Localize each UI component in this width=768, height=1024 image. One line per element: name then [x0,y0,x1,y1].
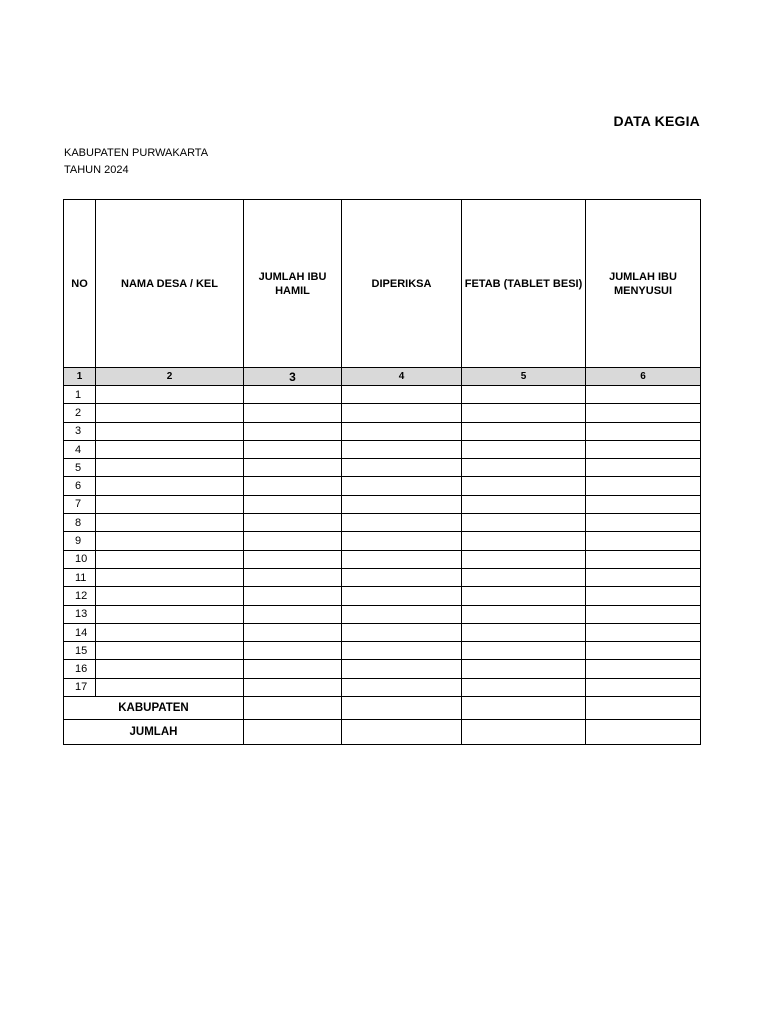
row-number: 9 [64,532,96,550]
table-row [64,605,701,623]
table-cell[interactable] [244,440,342,458]
row-number: 16 [64,660,96,678]
data-table [63,199,701,745]
district-label: KABUPATEN PURWAKARTA [64,147,209,159]
column-number: 3 [244,368,342,386]
table-cell[interactable] [462,477,586,495]
table-cell[interactable] [244,550,342,568]
table-row [64,532,701,550]
year-label: TAHUN 2024 [64,164,129,176]
table-cell[interactable] [244,495,342,513]
table-cell[interactable] [96,605,244,623]
row-number: 5 [64,459,96,477]
table-cell[interactable] [586,495,701,513]
table-cell[interactable] [342,477,462,495]
column-number: 6 [586,368,701,386]
table-cell [462,720,586,745]
table-cell[interactable] [96,477,244,495]
row-number: 3 [64,422,96,440]
column-header-no: NO [64,200,96,368]
column-header-fetab: FETAB (TABLET BESI) [462,200,586,368]
table-row [64,386,701,404]
table-cell[interactable] [342,459,462,477]
row-number: 8 [64,514,96,532]
table-cell [342,720,462,745]
table-row [64,550,701,568]
table-cell[interactable] [342,532,462,550]
table-cell[interactable] [96,440,244,458]
table-row [64,660,701,678]
table-cell[interactable] [244,587,342,605]
table-cell[interactable] [586,623,701,641]
table-cell[interactable] [96,642,244,660]
table-cell[interactable] [244,568,342,586]
table-row [64,459,701,477]
jumlah-row [64,720,701,745]
table-cell[interactable] [586,605,701,623]
row-number: 1 [64,386,96,404]
table-cell[interactable] [342,568,462,586]
table-cell[interactable] [586,587,701,605]
table-cell[interactable] [462,660,586,678]
column-number: 2 [96,368,244,386]
table-cell[interactable] [96,459,244,477]
column-header-jumlah-ibu-hamil: JUMLAH IBU HAMIL [244,200,342,368]
table-cell[interactable] [244,386,342,404]
table-row [64,642,701,660]
table-row [64,477,701,495]
row-number: 10 [64,550,96,568]
row-number: 4 [64,440,96,458]
table-cell[interactable] [586,386,701,404]
table-row [64,587,701,605]
table-cell [586,697,701,720]
table-row [64,422,701,440]
table-cell[interactable] [586,568,701,586]
column-number: 1 [64,368,96,386]
table-cell[interactable] [586,660,701,678]
table-cell[interactable] [586,550,701,568]
table-cell[interactable] [342,623,462,641]
table-cell[interactable] [462,495,586,513]
row-number: 13 [64,605,96,623]
jumlah-label: JUMLAH [64,720,244,745]
table-cell[interactable] [586,459,701,477]
table-cell[interactable] [244,642,342,660]
table-cell[interactable] [244,422,342,440]
column-header-diperiksa: DIPERIKSA [342,200,462,368]
table-cell[interactable] [342,550,462,568]
table-cell[interactable] [96,623,244,641]
row-number: 14 [64,623,96,641]
table-cell[interactable] [244,605,342,623]
table-cell[interactable] [342,422,462,440]
row-number: 6 [64,477,96,495]
table-cell[interactable] [462,514,586,532]
table-cell[interactable] [96,660,244,678]
table-cell[interactable] [586,422,701,440]
table-cell[interactable] [462,386,586,404]
table-cell[interactable] [96,587,244,605]
table-cell[interactable] [586,514,701,532]
table-cell[interactable] [342,386,462,404]
row-number: 7 [64,495,96,513]
table-cell[interactable] [462,642,586,660]
table-cell[interactable] [96,678,244,696]
table-cell [462,697,586,720]
table-cell[interactable] [96,568,244,586]
table-cell[interactable] [244,660,342,678]
table-cell[interactable] [462,550,586,568]
table-row [64,514,701,532]
table-cell[interactable] [342,587,462,605]
table-cell[interactable] [342,514,462,532]
table-row [64,440,701,458]
table-cell[interactable] [342,605,462,623]
table-cell[interactable] [462,587,586,605]
table-cell[interactable] [462,605,586,623]
column-number: 4 [342,368,462,386]
kabupaten-row [64,697,701,720]
table-cell[interactable] [462,623,586,641]
table-row [64,623,701,641]
table-cell[interactable] [244,678,342,696]
table-cell[interactable] [586,440,701,458]
table-cell[interactable] [96,386,244,404]
row-number: 15 [64,642,96,660]
table-cell[interactable] [342,495,462,513]
table-cell[interactable] [342,440,462,458]
table-row [64,404,701,422]
table-cell[interactable] [462,678,586,696]
table-cell[interactable] [586,678,701,696]
table-cell[interactable] [342,642,462,660]
table-cell[interactable] [244,404,342,422]
row-number: 17 [64,678,96,696]
row-number: 12 [64,587,96,605]
table-cell[interactable] [462,404,586,422]
table-row [64,568,701,586]
table-cell[interactable] [96,514,244,532]
table-cell[interactable] [462,440,586,458]
table-cell[interactable] [96,550,244,568]
table-cell[interactable] [586,532,701,550]
table-cell[interactable] [462,568,586,586]
table-row [64,495,701,513]
table-cell[interactable] [96,532,244,550]
table-row [64,678,701,696]
column-header-nama-desa: NAMA DESA / KEL [96,200,244,368]
table-cell[interactable] [244,623,342,641]
table-cell[interactable] [244,514,342,532]
header-row [64,200,701,368]
table-cell[interactable] [462,532,586,550]
table-cell[interactable] [96,495,244,513]
page-title: DATA KEGIA [613,113,700,129]
table-cell[interactable] [244,459,342,477]
table-cell [244,697,342,720]
table-cell[interactable] [586,404,701,422]
table-cell[interactable] [244,477,342,495]
table-cell[interactable] [462,459,586,477]
table-cell[interactable] [586,477,701,495]
table-cell[interactable] [342,404,462,422]
column-number-row [64,368,701,386]
column-header-jumlah-ibu-menyusui: JUMLAH IBU MENYUSUI [586,200,701,368]
table-cell[interactable] [342,678,462,696]
table-cell [244,720,342,745]
column-number: 5 [462,368,586,386]
table-cell[interactable] [462,422,586,440]
row-number: 2 [64,404,96,422]
table-cell[interactable] [244,532,342,550]
table-cell[interactable] [586,642,701,660]
table-cell [342,697,462,720]
row-number: 11 [64,568,96,586]
table-cell [586,720,701,745]
table-cell[interactable] [96,422,244,440]
kabupaten-label: KABUPATEN [64,697,244,720]
table-cell[interactable] [96,404,244,422]
table-cell[interactable] [342,660,462,678]
